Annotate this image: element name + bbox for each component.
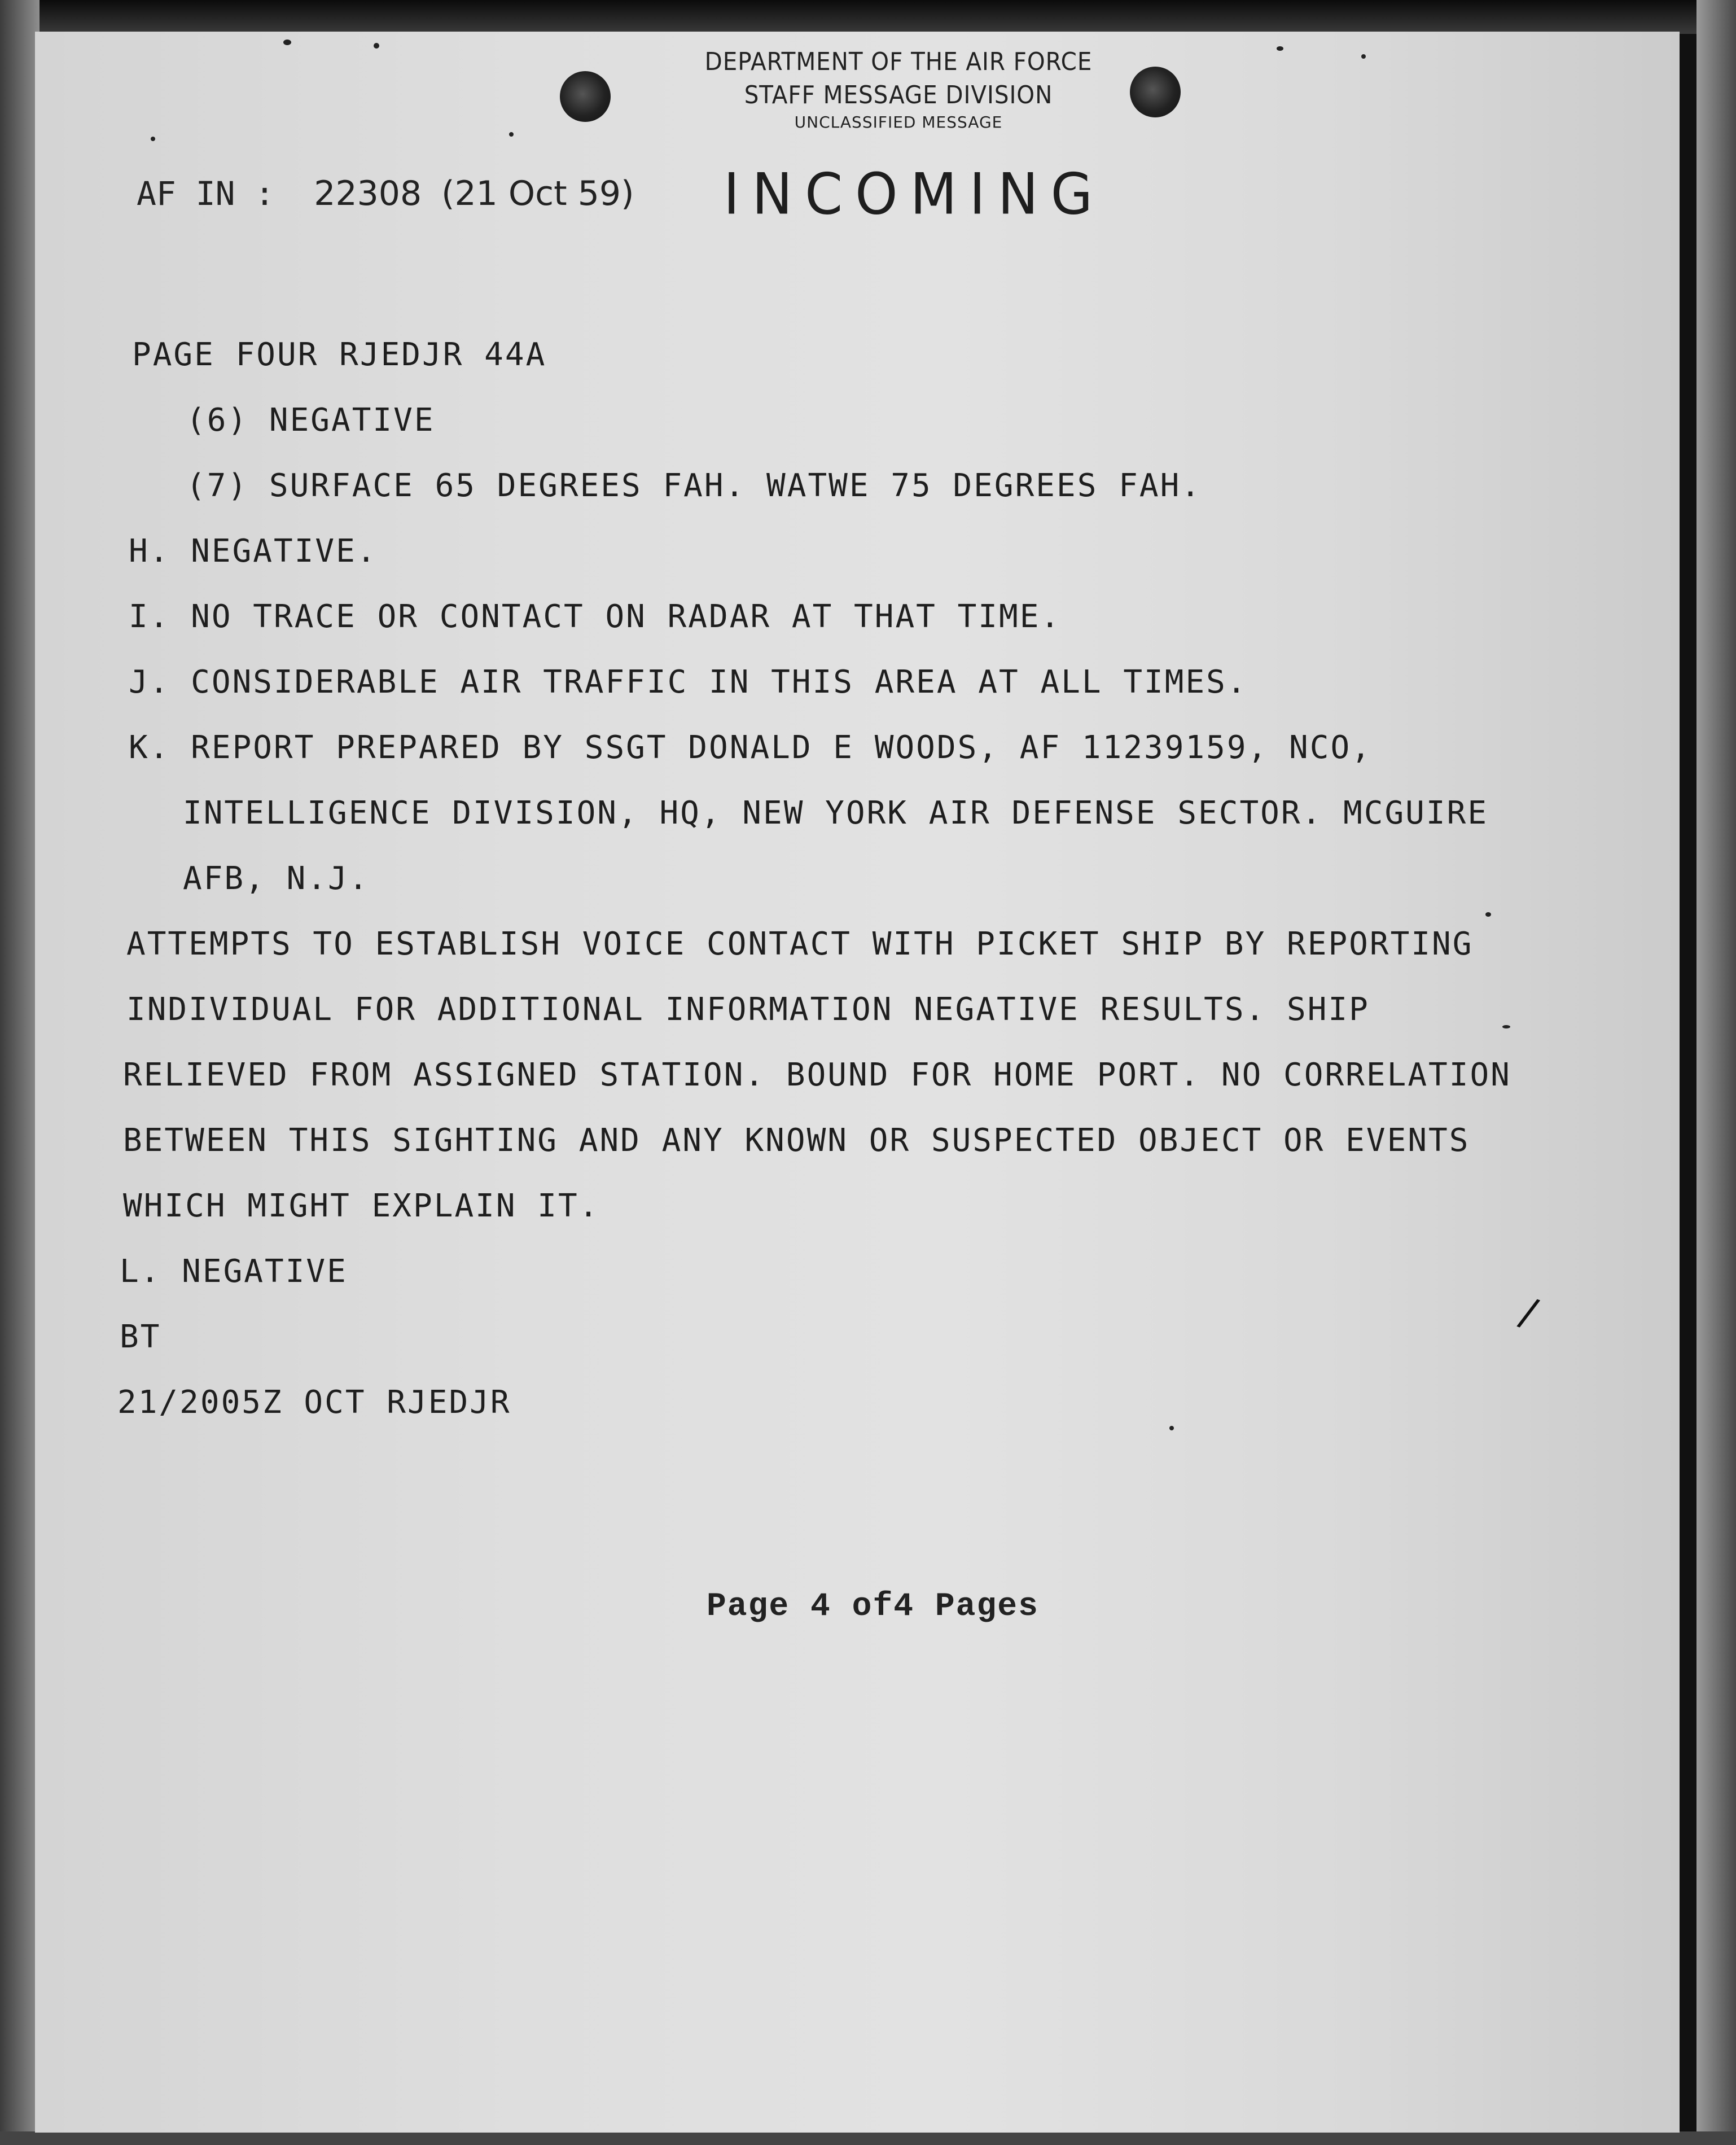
message-line: BETWEEN THIS SIGHTING AND ANY KNOWN OR SUSPECTED OBJECT OR EVENTS <box>123 1122 1470 1159</box>
message-line: BT <box>120 1319 161 1355</box>
reference-date: (21 Oct 59) <box>441 174 634 213</box>
message-line: (7) SURFACE 65 DEGREES FAH. WATWE 75 DEGREES FAH. <box>186 467 1202 504</box>
scan-border-left <box>0 0 40 2145</box>
ink-speck <box>151 137 155 141</box>
message-line: I. NO TRACE OR CONTACT ON RADAR AT THAT TIME. <box>129 598 1062 635</box>
message-line: K. REPORT PREPARED BY SSGT DONALD E WOODS, AF 11239159, NCO, <box>129 729 1372 766</box>
ink-speck <box>1361 54 1366 59</box>
reference-prefix: AF IN : <box>137 174 275 213</box>
message-line: AFB, N.J. <box>183 860 370 897</box>
ink-speck <box>374 43 379 49</box>
ink-speck <box>1485 912 1491 917</box>
classification-stamp: UNCLASSIFIED MESSAGE <box>794 113 1003 132</box>
message-line: PAGE FOUR RJEDJR 44A <box>132 336 547 373</box>
scan-border-right <box>1696 0 1736 2145</box>
ink-speck <box>1502 1025 1510 1028</box>
letterhead <box>616 47 1181 132</box>
message-line: H. NEGATIVE. <box>129 533 378 570</box>
message-line: ATTEMPTS TO ESTABLISH VOICE CONTACT WITH PICKET SHIP BY REPORTING <box>126 926 1474 962</box>
pen-mark: / <box>1514 1288 1543 1337</box>
ink-speck <box>1169 1426 1174 1430</box>
message-line: INTELLIGENCE DIVISION, HQ, NEW YORK AIR DEFENSE SECTOR. MCGUIRE <box>183 795 1489 831</box>
message-line: (6) NEGATIVE <box>186 402 435 439</box>
incoming-stamp: INCOMING <box>724 161 1106 227</box>
ink-speck <box>283 40 291 45</box>
ink-speck <box>1277 46 1283 51</box>
reference-number: 22308 <box>314 174 422 213</box>
ink-speck <box>509 132 514 137</box>
message-line: RELIEVED FROM ASSIGNED STATION. BOUND FOR HOME PORT. NO CORRELATION <box>123 1057 1511 1093</box>
message-line: INDIVIDUAL FOR ADDITIONAL INFORMATION NEGATIVE RESULTS. SHIP <box>126 991 1370 1028</box>
scan-border-top <box>0 0 1736 34</box>
message-line: 21/2005Z OCT RJEDJR <box>117 1384 511 1421</box>
message-line: L. NEGATIVE <box>120 1253 348 1290</box>
page-number: Page 4 of4 Pages <box>707 1588 1039 1625</box>
scan-border-bottom <box>0 2131 1736 2145</box>
message-reference <box>137 174 634 213</box>
division-name: STAFF MESSAGE DIVISION <box>744 81 1053 110</box>
department-name: DEPARTMENT OF THE AIR FORCE <box>704 47 1093 76</box>
message-sheet <box>35 32 1680 2133</box>
punch-hole-left <box>560 71 611 122</box>
message-line: J. CONSIDERABLE AIR TRAFFIC IN THIS AREA AT ALL TIMES. <box>129 664 1248 701</box>
message-line: WHICH MIGHT EXPLAIN IT. <box>123 1188 600 1224</box>
